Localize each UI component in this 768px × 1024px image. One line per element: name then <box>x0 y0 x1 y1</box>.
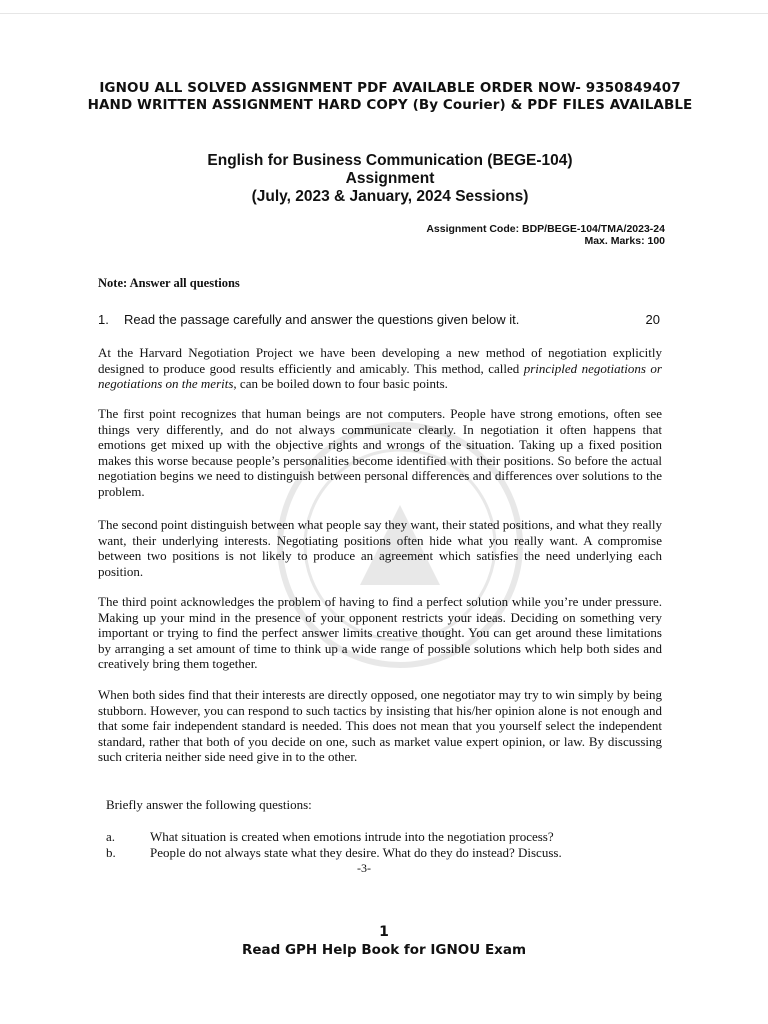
brief-instruction: Briefly answer the following questions: <box>106 797 312 812</box>
page-top-rule <box>0 13 768 14</box>
passage-text: , can be boiled down to four basic points. <box>233 376 448 392</box>
max-marks: Max. Marks: 100 <box>584 235 665 247</box>
passage-paragraph-4: The third point acknowledges the problem of having to find a perfect solution while you’re under pressure. Making up your mind in the presence of your opponent restricts your ideas. Deciding on something very important or trying to find the perfect answer limits creative thought. You can get around these limitations by arranging a set amount of time to think up a wide range of possible solutions which help both sides and creatively bring them together. <box>98 594 662 672</box>
passage-italic-term: principled negotiations or negotiations on the merits <box>98 360 662 392</box>
footer-promo: Read GPH Help Book for IGNOU Exam <box>241 942 527 958</box>
assignment-code: Assignment Code: BDP/BEGE-104/TMA/2023-24 <box>426 223 665 235</box>
passage-paragraph-2: The first point recognizes that human beings are not computers. People have strong emotions, often see things very differently, and do not always communicate clearly. In negotiation it often happens that emotions get mixed up with the objective rights and wrongs of the situation. Taking up a fixed position makes this worse because people’s personalities become identified with their positions. So before the actual negotiation begins we need to distinguish between personal differences and differences over solutions to the problem. <box>98 406 662 499</box>
subquestion-text: People do not always state what they desire. What do they do instead? Discuss. <box>150 845 562 860</box>
session-heading: (July, 2023 & January, 2024 Sessions) <box>251 188 529 205</box>
course-title: English for Business Communication (BEGE-104) <box>207 152 573 169</box>
subquestion-label: b. <box>106 845 116 860</box>
passage-paragraph-5: When both sides find that their interests are directly opposed, one negotiator may try to win simply by being stubborn. However, you can respond to such tactics by insisting that his/her opinion alone is not enough and that some fair independent standard is needed. This does not mean that you yourself select the independent standard, rather that both of you decide on one, such as market value expert opinion, or law. By discussing such criteria neither side need give in to the other. <box>98 687 662 765</box>
passage-paragraph-3: The second point distinguish between what people say they want, their stated positions, and what they really want, their underlying interests. Negotiating positions often hide what you really want. A compromise between two positions is not likely to produce an agreement which satisfies the need underlying each position. <box>98 517 662 579</box>
subquestion-text: What situation is created when emotions intrude into the negotiation process? <box>150 829 554 844</box>
question-marks: 20 <box>645 312 660 327</box>
promo-banner-line-1: IGNOU ALL SOLVED ASSIGNMENT PDF AVAILABLE ORDER NOW- 9350849407 <box>99 80 681 96</box>
promo-banner-line-2: HAND WRITTEN ASSIGNMENT HARD COPY (By Courier) & PDF FILES AVAILABLE <box>87 97 693 113</box>
instructions-note: Note: Answer all questions <box>98 276 240 290</box>
assignment-heading: Assignment <box>345 170 435 187</box>
page-marker: -3- <box>357 861 371 875</box>
question-text: Read the passage carefully and answer the questions given below it. <box>124 312 520 327</box>
question-number: 1. <box>98 312 109 327</box>
footer-page-number: 1 <box>379 924 389 940</box>
passage-paragraph-1 <box>98 345 662 392</box>
passage-text: At the Harvard Negotiation Project we have been developing a new method of negotiation explicitly designed to produce good results efficiently and amicably. This method, called <box>98 345 662 376</box>
subquestion-label: a. <box>106 829 116 844</box>
